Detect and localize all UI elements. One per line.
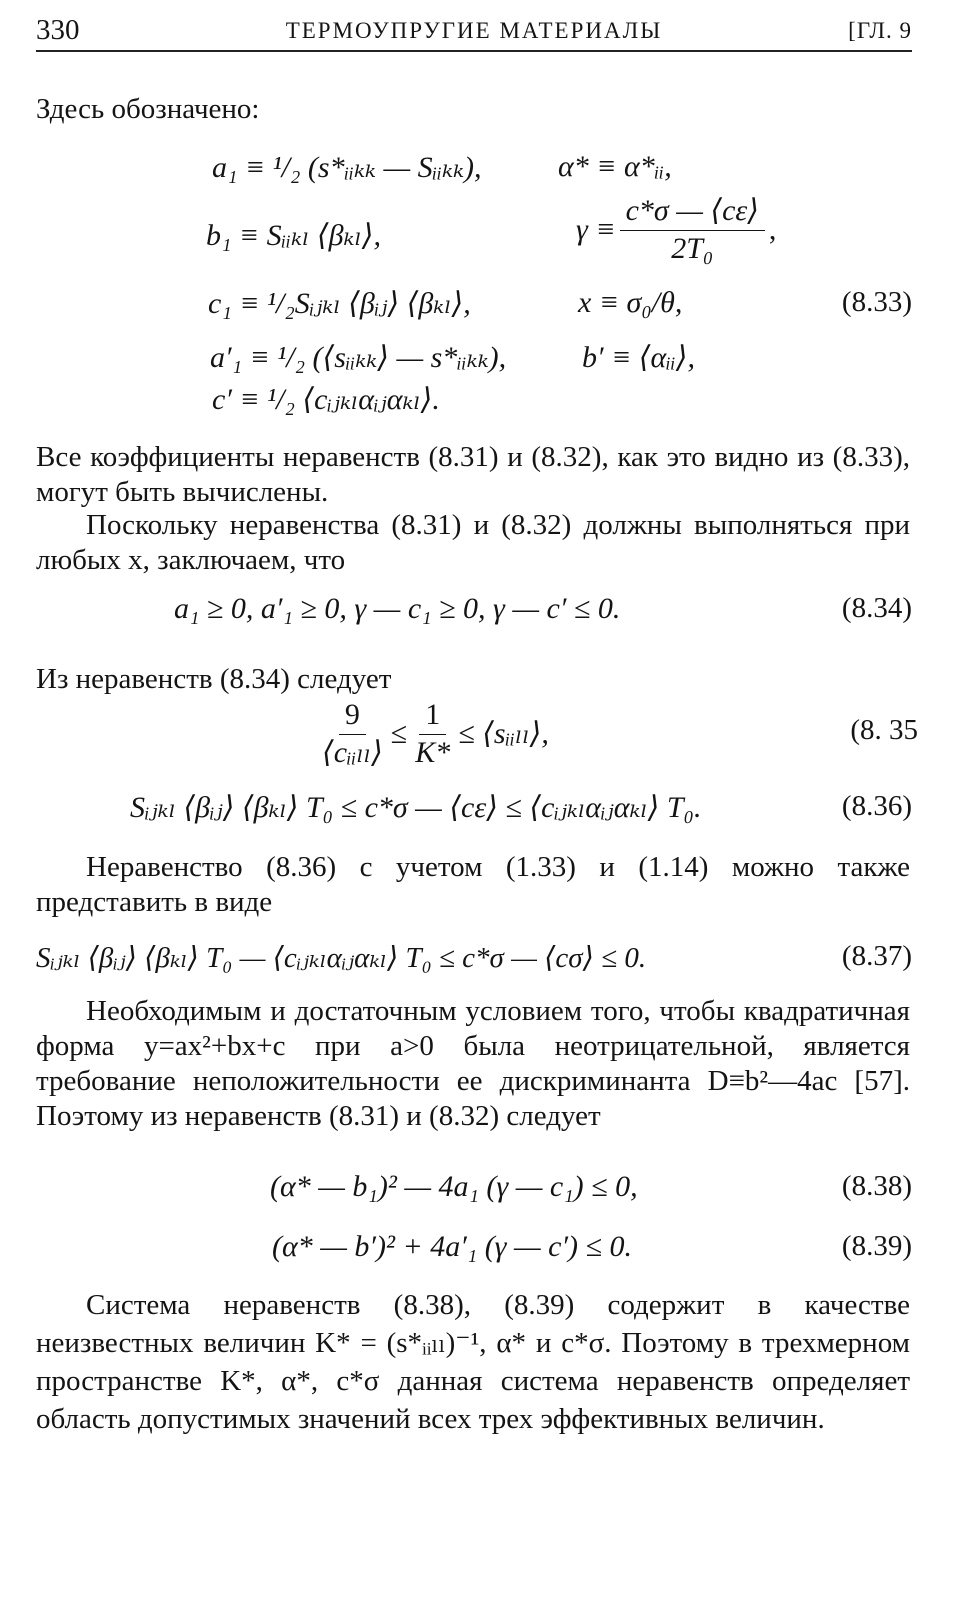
eq-833-line4-left: a′₁ ≡ ¹/₂ (⟨sᵢᵢₖₖ⟩ — s*ᵢᵢₖₖ),: [210, 341, 507, 374]
eq-835-number: (8. 35: [850, 714, 918, 746]
paragraph-1: Все коэффициенты неравенств (8.31) и (8.32), как это видно из (8.33), могут быть вычислены.: [36, 441, 910, 508]
running-header: [36, 10, 912, 52]
eq-835-tail: ≤ ⟨sᵢᵢₗₗ⟩,: [458, 717, 549, 750]
page-number: 330: [36, 14, 80, 46]
gamma-numerator: c*σ — ⟨cε⟩: [620, 194, 765, 231]
eq-835-fraction-1: [322, 698, 383, 769]
eq-833-line2-left: b₁ ≡ Sᵢᵢₖₗ ⟨βₖₗ⟩,: [206, 219, 381, 252]
eq-833-line3-right: x ≡ σ₀/θ,: [578, 286, 683, 319]
eq-835-frac2-numerator: 1: [419, 698, 446, 735]
eq-833-line3-left: c₁ ≡ ¹/₂Sᵢⱼₖₗ ⟨βᵢⱼ⟩ ⟨βₖₗ⟩,: [208, 287, 471, 320]
eq-839-body: (α* — b′)² + 4a′₁ (γ — c′) ≤ 0.: [272, 1230, 633, 1263]
gamma-def-lhs: γ ≡: [576, 212, 616, 246]
eq-835-frac1-denominator: ⟨cᵢᵢₗₗ⟩: [322, 736, 383, 769]
eq-833-line1-left: a₁ ≡ ¹/₂ (s*ᵢᵢₖₖ — Sᵢᵢₖₖ),: [212, 151, 482, 184]
eq-833-line1-right: α* ≡ α*ᵢᵢ,: [558, 150, 672, 183]
paragraph-5: Необходимым и достаточным условием того, чтобы квадратичная форма y=ax²+bx+c при a>0 была неотрицательной, является требование неположительности ее дискриминанта D≡b²—4ac [57]. Поэтому из неравенств (8.31) и (8.32) следует: [36, 995, 910, 1132]
eq-835-body: [318, 698, 549, 769]
eq-836-body: Sᵢⱼₖₗ ⟨βᵢⱼ⟩ ⟨βₖₗ⟩ T₀ ≤ c*σ — ⟨cε⟩ ≤ ⟨cᵢⱼₖₗαᵢⱼαₖₗ⟩ T₀.: [130, 791, 702, 824]
eq-834-number: (8.34): [841, 592, 912, 624]
eq-833-line4-right: b′ ≡ ⟨αᵢᵢ⟩,: [582, 341, 695, 374]
eq-837-number: (8.37): [841, 940, 912, 972]
eq-837-body: Sᵢⱼₖₗ ⟨βᵢⱼ⟩ ⟨βₖₗ⟩ T₀ — ⟨cᵢⱼₖₗαᵢⱼαₖₗ⟩ T₀ ≤ c*σ — ⟨cσ⟩ ≤ 0.: [36, 942, 647, 974]
eq-833-number: (8.33): [841, 286, 912, 318]
eq-835-fraction-2: [415, 698, 450, 769]
eq-835-frac2-denominator: K*: [415, 736, 451, 769]
eq-838-number: (8.38): [841, 1170, 912, 1202]
eq-833-line2-right: [576, 194, 776, 265]
eq-835-frac1-numerator: 9: [339, 698, 366, 735]
eq-834-body: a₁ ≥ 0, a′₁ ≥ 0, γ — c₁ ≥ 0, γ — c′ ≤ 0.: [174, 592, 621, 625]
paragraph-4: Неравенство (8.36) с учетом (1.33) и (1.14) можно также представить в виде: [36, 851, 910, 918]
gamma-def-tail: ,: [768, 212, 777, 246]
paragraph-2: Поскольку неравенства (8.31) и (8.32) должны выполняться при любых x, заключаем, что: [36, 509, 910, 576]
eq-833-line5-left: c′ ≡ ¹/₂ ⟨cᵢⱼₖₗαᵢⱼαₖₗ⟩.: [212, 383, 440, 416]
running-title: ТЕРМОУПРУГИЕ МАТЕРИАЛЫ: [285, 18, 663, 43]
eq-835-middle-sign: ≤: [390, 716, 408, 750]
eq-836-number: (8.36): [841, 790, 912, 822]
chapter-label: [ГЛ. 9: [848, 18, 912, 43]
gamma-denominator: 2T₀: [671, 232, 714, 265]
gamma-fraction: [620, 194, 765, 265]
intro-text: Здесь обозначено:: [36, 93, 260, 125]
eq-838-body: (α* — b₁)² — 4a₁ (γ — c₁) ≤ 0,: [270, 1170, 638, 1203]
eq-839-number: (8.39): [841, 1230, 912, 1262]
paragraph-6: Система неравенств (8.38), (8.39) содержит в качестве неизвестных величин K* = (s*ᵢᵢₗₗ)⁻¹, α* и c*σ. Поэтому в трехмерном пространстве K*, α*, c*σ данная система неравенств определяет область допустимых значений всех трех эффективных величин.: [36, 1289, 910, 1435]
paragraph-3: Из неравенств (8.34) следует: [36, 663, 392, 695]
